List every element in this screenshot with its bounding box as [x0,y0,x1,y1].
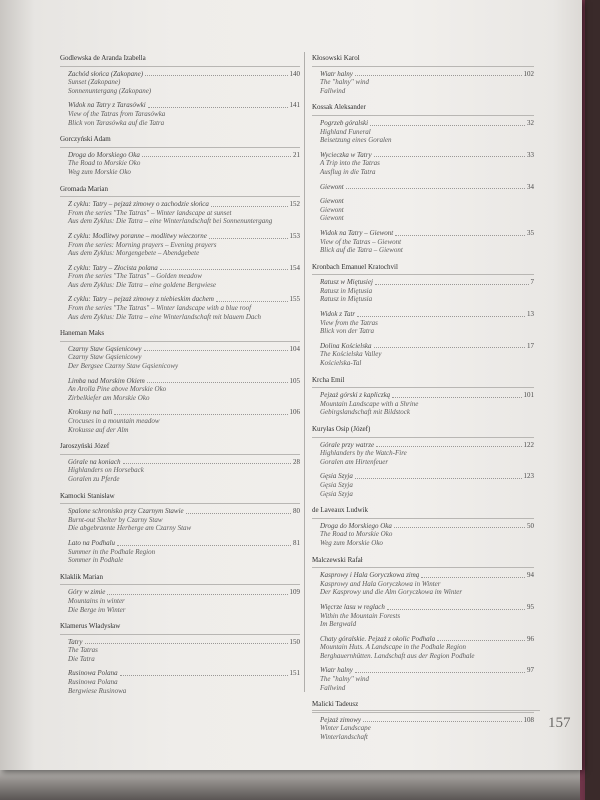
artwork-entry [320,278,534,304]
artwork-title-line [320,571,534,580]
artwork-title-german: Aus dem Zyklus: Die Tatra – eine Winterlandschaft bei Sonnenuntergang [68,217,273,226]
artwork-entry [68,264,300,290]
artwork-title-german: Sommer in Podhale [68,556,124,565]
artwork-entry [68,377,300,403]
dot-leader [147,382,288,383]
artwork-title-german: Goralen am Hirtenfeuer [320,457,389,466]
page-reference: 109 [289,588,300,597]
artwork-title-polish: Góry w zimie [68,588,106,597]
artwork-entry [68,232,300,258]
page-reference: 50 [527,521,534,530]
page-reference: 123 [523,472,534,481]
dot-leader [216,301,288,302]
artwork-title-german: Zirbelkiefer am Morskie Oko [68,393,150,402]
artwork-title-english: Mountains in winter [68,596,125,605]
artwork-entry [68,151,300,177]
artwork-title-polish: Z cyklu: Tatry – pejzaż zimowy o zachodzie słońca [68,200,209,209]
artwork-title-english: Rusinowa Polana [68,678,118,687]
column-divider [304,52,305,692]
artwork-title-english: Highland Funeral [320,127,371,136]
artwork-title-polish: Pejzaż zimowy [320,715,362,724]
artwork-title-english: From the series "The Tatras" – Winter landscape at sunset [68,208,232,217]
artwork-title-english: Sunset (Zakopane) [68,78,121,87]
artwork-title-polish: Wycieczka w Tatry [320,150,372,159]
page-reference: 94 [527,571,534,580]
artwork-title-polish: Lato na Podhalu [68,538,116,547]
artwork-title-line [320,666,534,675]
page-reference: 97 [527,666,534,675]
artwork-entry [320,70,534,96]
artwork-title-line [320,119,534,128]
artwork-title-english: Summer in the Podhale Region [68,547,156,556]
page-reference: 95 [527,602,534,611]
artwork-title-line [320,635,534,644]
artwork-title-line [320,441,534,450]
artwork-title-english: Czarny Staw Gąsienicowy [68,353,142,362]
dot-leader [374,347,525,348]
artwork-title-english: From the series: Morning prayers – Evening prayers [68,240,217,249]
artwork-title-line [320,278,534,287]
artwork-title-line [320,522,534,531]
artwork-title-english: From the series "The Tatras" – Winter landscape with a blue roof [68,304,252,313]
artwork-entry [68,669,300,695]
artwork-title-german: Fallwind [320,86,346,95]
artwork-title-line [68,151,300,160]
artwork-title-polish: Droga do Morskiego Oka [320,521,392,530]
dot-leader [395,235,525,236]
artist-name: Gromada Marian [60,183,300,198]
page-reference: 151 [289,669,300,678]
artwork-title-english: Burnt-out Shelter by Czarny Staw [68,515,163,524]
artwork-title-polish: Droga do Morskiego Oka [68,150,140,159]
artwork-title-line [68,458,300,467]
artwork-title-english: View of the Tatras – Giewont [320,237,402,246]
dot-leader [211,206,288,207]
artwork-title-german: Der Bergsee Czarny Staw Gąsienicowy [68,362,179,371]
artwork-title-german: Blick auf die Tatra – Giewont [320,246,403,255]
artist-name: Malicki Tadeusz [312,698,534,713]
artwork-title-english: Giewont [320,205,344,214]
artwork-title-german: Weg zum Morskie Oko [320,538,383,547]
artwork-title-english: Highlanders on Horseback [68,466,144,475]
artwork-title-german: Berghauernhütten. Landschaft aus der Region Podhale [320,651,475,660]
artwork-title-german: Aus dem Zyklus: Die Tatra – eine goldene Bergwiese [68,280,217,289]
artwork-entry [320,229,534,255]
artwork-title-english: View of the Tatras from Tarasówka [68,109,166,118]
page-reference: 17 [527,341,534,350]
artist-name: Gorczyński Adam [60,133,300,148]
artist-entry [312,698,534,741]
artwork-title-line [320,391,534,400]
artwork-title-line [68,638,300,647]
artwork-entry [320,342,534,368]
artwork-entry [68,588,300,614]
artwork-title-german: Sonnenuntergang (Zakopane) [68,86,152,95]
page-reference: 140 [289,69,300,78]
artwork-title-polish: Giewont [320,182,344,191]
artwork-title-german: Die Tatra [68,654,95,663]
page-reference: 155 [289,295,300,304]
artist-entry [312,504,534,547]
artist-entry [60,327,300,434]
artwork-title-german: Gęsia Szyja [320,489,353,498]
artist-name: Klaklik Marian [60,571,300,586]
artwork-title-polish: Z cyklu: Modlitwy poranne – modlitwy wieczorne [68,231,207,240]
artwork-title-line [68,507,300,516]
page-reference: 96 [527,634,534,643]
artwork-title-german: Fallwind [320,683,346,692]
page-reference: 7 [530,278,534,287]
artist-name: Jaroszyński Józef [60,440,300,455]
page-reference: 32 [527,118,534,127]
artist-entry [60,133,300,176]
dot-leader [387,609,525,610]
artwork-title-english: An Arolla Pine above Morskie Oko [68,385,167,394]
dot-leader [114,414,287,415]
page-reference: 106 [289,408,300,417]
book-cover-edge [585,0,600,800]
artwork-title-english: View from the Tatras [320,318,378,327]
artwork-title-english: Kasprowy and Hala Goryczkowa in Winter [320,579,441,588]
dot-leader [357,316,525,317]
artist-entry [60,490,300,565]
dot-leader [376,446,521,447]
page-reference: 80 [293,507,300,516]
artwork-title-english: The "halny" wind [320,675,370,684]
artwork-title-german: Krokusse auf der Alm [68,425,129,434]
artist-entry [60,440,300,483]
artwork-title-german: Giewont [320,214,344,223]
artwork-title-german: Goralen zu Pferde [68,474,120,483]
artwork-title-polish: Widok z Tatr [320,310,356,319]
artwork-title-polish: Widok na Tatry z Tarasówki [68,101,146,110]
dot-leader [148,107,288,108]
artwork-title-line [320,151,534,160]
artwork-title-german: Winterlandschaft [320,733,368,742]
artwork-title-english: Within the Mountain Forests [320,611,401,620]
dot-leader [123,463,292,464]
dot-leader [370,125,525,126]
dot-leader [355,478,522,479]
artwork-title-polish: Krokusy na hali [68,408,113,417]
artwork-title-line [68,101,300,110]
artist-entry [312,374,534,417]
artwork-entry [68,408,300,434]
artwork-entry [68,638,300,664]
page-number: 157 [548,715,571,731]
artwork-title-line [320,183,534,192]
page-reference: 102 [523,69,534,78]
dot-leader [117,545,291,546]
artwork-entry [68,345,300,371]
artwork-title-line [320,603,534,612]
artist-entry [312,261,534,368]
artwork-entry [68,101,300,127]
artwork-entry [320,310,534,336]
dot-leader [392,397,521,398]
page-reference: 154 [289,263,300,272]
artist-entry [312,101,534,254]
artwork-title-english: Gęsia Szyja [320,480,353,489]
artwork-title-line [68,232,300,241]
artwork-title-polish: Więcrze lasu w reglach [320,602,385,611]
artwork-title-german: Die Berge im Winter [68,605,126,614]
artwork-title-polish: Pogrzeb góralski [320,118,369,127]
dot-leader [120,675,288,676]
artist-entry [60,620,300,695]
artist-name: Krcha Emil [312,374,534,389]
artist-entry [60,571,300,614]
artwork-title-german: Blick von Tarasówka auf die Tatra [68,118,165,127]
artwork-title-line [320,310,534,319]
dot-leader [375,284,529,285]
dot-leader [160,269,288,270]
artwork-title-polish: Górale na koniach [68,457,121,466]
dot-leader [107,594,287,595]
artwork-entry [320,635,534,661]
artist-name: Malczewski Rafał [312,554,534,569]
artwork-title-polish: Górale przy watrze [320,440,375,449]
artwork-entry [68,458,300,484]
artist-name: Klamerus Władysław [60,620,300,635]
dot-leader [186,513,291,514]
dot-leader [209,238,288,239]
artwork-title-german: Im Bergwald [320,620,357,629]
artwork-title-line [68,669,300,678]
dot-leader [374,156,525,157]
artwork-title-polish: Dolina Kościelska [320,341,372,350]
artwork-title-polish: Zachód słońca (Zakopane) [68,69,144,78]
dot-leader [355,672,525,673]
artwork-entry [320,716,534,742]
index-column-right [312,52,534,748]
artwork-title-english: A Trip into the Tatras [320,159,380,168]
artwork-title-line [320,197,534,206]
artwork-title-english: Ratusz in Miętusia [320,286,373,295]
artwork-entry [320,391,534,417]
page-reference: 153 [289,231,300,240]
page-number-rule [312,710,540,711]
artwork-title-line [320,342,534,351]
artwork-title-polish: Chaty góralskie. Pejzaż z okolic Podhala [320,634,436,643]
artwork-title-polish: Czarny Staw Gąsienicowy [68,344,142,353]
artwork-entry [320,151,534,177]
artist-entry [312,423,534,498]
artwork-title-german: Aus dem Zyklus: Die Tatra – eine Winterlandschaft mit blauem Dach [68,312,261,321]
dot-leader [363,721,521,722]
artist-name: Kronbach Emanuel Kratochvil [312,261,534,276]
page-reference: 21 [293,150,300,159]
artwork-entry [320,472,534,498]
artwork-title-polish: Widok na Tatry – Giewont [320,228,394,237]
page-reference: 81 [293,538,300,547]
artwork-title-german: Ausflug in die Tatra [320,167,376,176]
artwork-title-english: The Tatras [68,646,98,655]
artwork-title-english: Mountain Huts. A Landscape in the Podhale Region [320,643,466,652]
dot-leader [144,350,288,351]
dot-leader [145,75,287,76]
artwork-title-line [68,70,300,79]
page-reference: 122 [523,440,534,449]
artwork-title-polish: Wiatr halny [320,69,353,78]
artwork-entry [68,507,300,533]
artwork-title-german: Aus dem Zyklus: Morgengebete – Abendgebete [68,249,200,258]
artwork-title-line [320,70,534,79]
dot-leader [85,643,288,644]
page-reference: 105 [289,376,300,385]
artwork-title-line [68,377,300,386]
artwork-title-english: Crocuses in a mountain meadow [68,417,160,425]
artwork-title-line [320,472,534,481]
artist-name: Kossak Aleksander [312,101,534,116]
artwork-entry [320,571,534,597]
artwork-entry [68,70,300,96]
dot-leader [437,640,525,641]
artwork-title-polish: Z cyklu: Tatry – Złocista polana [68,263,158,272]
artwork-title-german: Kościelska-Tal [320,359,362,368]
artwork-entry [68,200,300,226]
artwork-entry [68,295,300,321]
artwork-title-german: Bergwiese Rusinowa [68,686,127,695]
artist-name: Kamocki Stanisław [60,490,300,505]
artwork-title-german: Gebirgslandschaft mit Bildstock [320,408,410,417]
page-stack-edge [0,770,580,800]
artwork-title-line [68,588,300,597]
artwork-entry [320,666,534,692]
artwork-title-german: Der Kasprowy und die Alm Goryczkowa im Winter [320,588,463,597]
page-reference: 101 [523,391,534,400]
artwork-title-polish: Kasprowy i Hala Goryczkowa zimą [320,571,420,580]
dot-leader [142,156,291,157]
artwork-title-line [68,264,300,273]
artwork-entry [320,522,534,548]
artwork-title-polish: Z cyklu: Tatry – pejzaż zimowy z niebieskim dachem [68,295,214,304]
artist-name: Godlewska de Aranda Izabella [60,52,300,67]
index-column-left [60,52,300,701]
artwork-title-english: The Road to Morskie Oko [320,530,393,539]
artwork-title-english: The Road to Morskie Oko [68,159,141,168]
artwork-title-line [68,408,300,417]
artwork-title-polish: Gęsia Szyja [320,472,353,481]
artwork-title-polish: Pejzaż górski z kapliczką [320,391,391,400]
artwork-title-line [68,345,300,354]
page-reference: 35 [527,228,534,237]
artwork-title-german: Die abgebrannte Herberge am Czarny Staw [68,524,192,533]
artwork-entry [320,441,534,467]
artwork-title-line [320,716,534,725]
artwork-title-english: Mountain Landscape with a Shrine [320,399,419,408]
page-reference: 33 [527,150,534,159]
artist-entry [60,52,300,127]
page-reference: 141 [289,101,300,110]
artwork-title-english: From the series "The Tatras" – Golden meadow [68,272,202,281]
page-reference: 34 [527,182,534,191]
dot-leader [394,527,525,528]
dot-leader [421,577,525,578]
artwork-entry [320,197,534,223]
dot-leader [355,75,522,76]
artist-name: Haneman Maks [60,327,300,342]
page-reference: 108 [523,715,534,724]
page-reference: 104 [289,344,300,353]
artwork-title-english: The "halny" wind [320,78,370,87]
artist-name: de Laveaux Ludwik [312,504,534,519]
artwork-title-polish: Wiatr halny [320,666,353,675]
artwork-title-polish: Spalone schronisko przy Czarnym Stawie [68,507,184,516]
artwork-title-english: The Kościelska Valley [320,350,382,359]
artwork-title-german: Weg zum Morskie Oko [68,167,131,176]
artwork-title-line [68,295,300,304]
artwork-title-german: Blick von der Tatra [320,327,374,336]
page-reference: 13 [527,310,534,319]
artist-entry [60,183,300,322]
page-reference: 28 [293,457,300,466]
artwork-title-polish: Tatry [68,637,83,646]
page-reference: 150 [289,637,300,646]
artwork-title-polish: Giewont [320,197,344,206]
artwork-title-polish: Ratusz w Miętusiej [320,278,373,287]
artwork-title-line [68,200,300,209]
artwork-title-polish: Limba nad Morskim Okiem [68,376,145,385]
artist-name: Kłosowski Karol [312,52,534,67]
artwork-title-german: Beisetzung eines Goralen [320,136,392,145]
artwork-entry [68,539,300,565]
artwork-title-line [68,539,300,548]
artist-entry [312,52,534,95]
artwork-title-english: Winter Landscape [320,724,371,733]
dot-leader [346,188,525,189]
artwork-title-polish: Rusinowa Polana [68,669,118,678]
page-reference: 152 [289,200,300,209]
artwork-title-german: Ratusz in Miętusia [320,295,373,304]
artwork-title-line [320,229,534,238]
artwork-entry [320,119,534,145]
artist-name: Kuryłas Osip (Józef) [312,423,534,438]
artwork-entry [320,183,534,192]
artwork-title-english: Highlanders by the Watch-Fire [320,449,407,458]
artist-entry [312,554,534,693]
artwork-entry [320,603,534,629]
